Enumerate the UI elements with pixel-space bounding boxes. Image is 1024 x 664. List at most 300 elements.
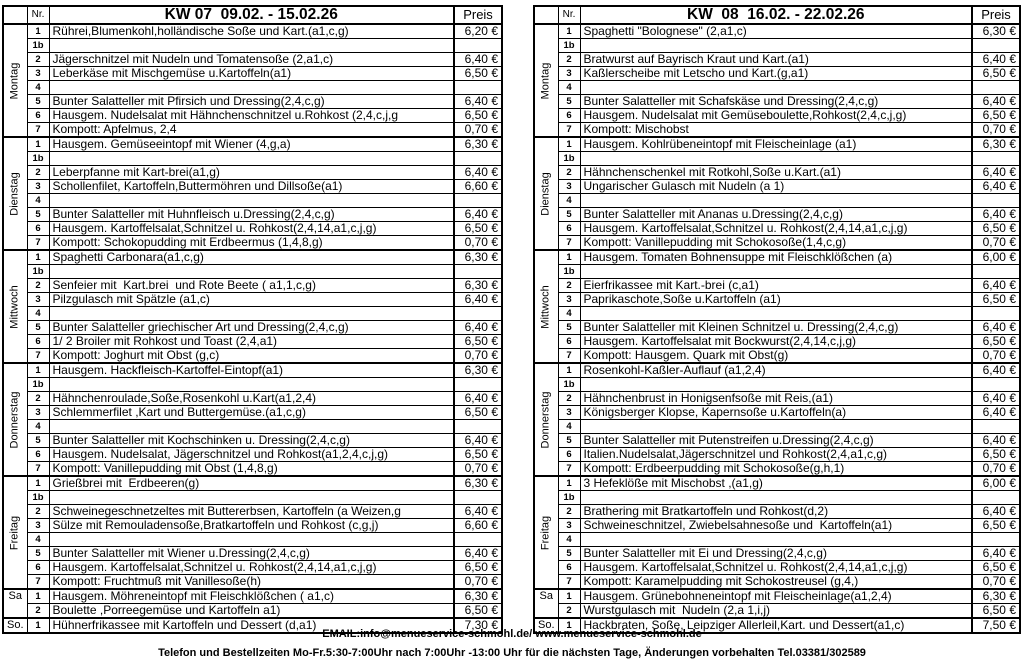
menu-row — [534, 24, 1020, 39]
row-number: 1b — [558, 39, 580, 53]
dish-text: Hausgem. Nudelsalat mit Hähnchenschnitzel u.Rohkost (2,4,c,j,g — [49, 109, 454, 123]
menu-row — [3, 505, 502, 519]
dish-text: Kompott: Erdbeerpudding mit Schokosoße(g,h,1) — [580, 462, 972, 477]
menu-row — [3, 561, 502, 575]
menu-row — [3, 533, 502, 547]
menu-row — [534, 123, 1020, 138]
menu-row — [3, 589, 502, 604]
row-number: 3 — [27, 293, 49, 307]
price-value — [972, 491, 1020, 505]
price-value: 6,40 € — [454, 505, 502, 519]
row-number: 1 — [558, 137, 580, 152]
row-number: 1 — [27, 589, 49, 604]
row-number: 1 — [27, 363, 49, 378]
menu-row — [3, 208, 502, 222]
dish-text — [580, 533, 972, 547]
price-value: 6,40 € — [454, 392, 502, 406]
dish-text: Ungarischer Gulasch mit Nudeln (a 1) — [580, 180, 972, 194]
row-number: 1b — [27, 39, 49, 53]
price-value: 6,30 € — [454, 137, 502, 152]
price-value: 6,50 € — [454, 335, 502, 349]
price-value — [454, 420, 502, 434]
price-value: 6,00 € — [972, 476, 1020, 491]
price-value — [454, 39, 502, 53]
day-label-text: Mittwoch — [8, 284, 21, 329]
dish-text: Hackbraten, Soße, Leipziger Allerleil,Kart. und Dessert(a1,c) — [580, 618, 972, 633]
price-value: 6,50 € — [972, 293, 1020, 307]
price-value: 0,70 € — [454, 123, 502, 138]
menu-row — [534, 137, 1020, 152]
menu-row — [534, 307, 1020, 321]
row-number: 7 — [558, 349, 580, 364]
price-value — [454, 265, 502, 279]
price-column-header: Preis — [454, 6, 502, 24]
dish-text: Hausgem. Nudelsalat mit Gemüseboulette,Rohkost(2,4,c,j,g) — [580, 109, 972, 123]
price-value: 6,40 € — [454, 434, 502, 448]
day-label-text: Sa — [8, 590, 22, 602]
row-number: 1b — [558, 265, 580, 279]
menu-row — [534, 462, 1020, 477]
menu-row — [534, 547, 1020, 561]
price-value: 6,50 € — [454, 109, 502, 123]
dish-text: Schollenfilet, Kartoffeln,Buttermöhren und Dillsoße(a1) — [49, 180, 454, 194]
dish-text: Bunter Salatteller mit Putenstreifen u.Dressing(2,4,c,g) — [580, 434, 972, 448]
day-label-mittwoch — [3, 250, 27, 363]
dish-text: Schlemmerfilet ,Kart und Buttergemüse.(a1,c,g) — [49, 406, 454, 420]
price-value: 0,70 € — [454, 462, 502, 477]
dish-text: Hähnchenschenkel mit Rotkohl,Soße u.Kart.(a1) — [580, 166, 972, 180]
price-value — [454, 81, 502, 95]
price-value: 6,30 € — [972, 137, 1020, 152]
day-label-text: Mittwoch — [539, 284, 552, 329]
dish-text: Kompott: Vanillepudding mit Obst (1,4,8,g) — [49, 462, 454, 477]
price-value: 6,40 € — [972, 363, 1020, 378]
row-number: 7 — [558, 123, 580, 138]
menu-row — [534, 39, 1020, 53]
day-label-text: Sa — [539, 590, 553, 602]
price-value: 6,50 € — [972, 448, 1020, 462]
price-value: 6,50 € — [972, 67, 1020, 81]
day-label-text: Montag — [539, 62, 552, 99]
price-value: 6,40 € — [972, 392, 1020, 406]
dish-text — [49, 378, 454, 392]
dish-text: Hausgem. Kartoffelsalat mit Bockwurst(2,4,14,c,j,g) — [580, 335, 972, 349]
price-value — [972, 307, 1020, 321]
menu-row — [534, 250, 1020, 265]
price-value — [454, 152, 502, 166]
menu-row — [534, 321, 1020, 335]
price-value: 6,50 € — [454, 67, 502, 81]
menu-row — [3, 519, 502, 533]
day-label-text: Freitag — [539, 515, 552, 550]
dish-text: Kompott: Schokopudding mit Erdbeermus (1,4,8,g) — [49, 236, 454, 251]
menu-row — [534, 265, 1020, 279]
row-number: 3 — [558, 293, 580, 307]
menu-row — [534, 406, 1020, 420]
menu-row — [3, 406, 502, 420]
row-number: 1 — [558, 363, 580, 378]
row-number: 1b — [27, 152, 49, 166]
dish-text — [580, 265, 972, 279]
dish-text: Kaßlerscheibe mit Letscho und Kart.(g,a1) — [580, 67, 972, 81]
menu-row — [3, 307, 502, 321]
menu-row — [3, 363, 502, 378]
row-number: 4 — [27, 194, 49, 208]
row-number: 5 — [27, 434, 49, 448]
menu-row — [3, 448, 502, 462]
menu-row — [3, 476, 502, 491]
day-label-text: So. — [537, 619, 555, 631]
menu-row — [3, 180, 502, 194]
menu-row — [3, 335, 502, 349]
menu-row — [534, 180, 1020, 194]
price-value: 6,40 € — [972, 180, 1020, 194]
menu-row — [3, 604, 502, 619]
header-day-spacer — [534, 6, 558, 24]
row-number: 7 — [27, 349, 49, 364]
dish-text: Rosenkohl-Kaßler-Auflauf (a1,2,4) — [580, 363, 972, 378]
dish-text: Bratwurst auf Bayrisch Kraut und Kart.(a1) — [580, 53, 972, 67]
dish-text: Hausgem. Kartoffelsalat,Schnitzel u. Rohkost(2,4,14,a1,c,j,g) — [580, 561, 972, 575]
dish-text — [49, 81, 454, 95]
price-value: 6,40 € — [454, 53, 502, 67]
price-value — [454, 307, 502, 321]
menu-row — [3, 67, 502, 81]
menu-row — [3, 109, 502, 123]
day-label-donnerstag — [3, 363, 27, 476]
dish-text — [580, 152, 972, 166]
day-label-text: Donnerstag — [8, 391, 21, 448]
price-column-header: Preis — [972, 6, 1020, 24]
week-title: KW 07 09.02. - 15.02.26 — [49, 6, 454, 24]
row-number: 4 — [558, 194, 580, 208]
menu-row — [3, 420, 502, 434]
menu-row — [3, 194, 502, 208]
price-value: 6,40 € — [972, 166, 1020, 180]
row-number: 3 — [558, 67, 580, 81]
menu-row — [3, 279, 502, 293]
dish-text: Spaghetti "Bolognese" (2,a1,c) — [580, 24, 972, 39]
day-label-freitag — [534, 476, 558, 589]
price-value: 6,20 € — [454, 24, 502, 39]
table-header-row — [534, 6, 1020, 24]
table-header-row — [3, 6, 502, 24]
dish-text: Senfeier mit Kart.brei und Rote Beete ( a1,1,c,g) — [49, 279, 454, 293]
day-label-montag — [534, 24, 558, 137]
day-label-text: Freitag — [8, 515, 21, 550]
dish-text: Hausgem. Hackfleisch-Kartoffel-Eintopf(a1) — [49, 363, 454, 378]
price-value: 0,70 € — [972, 123, 1020, 138]
menu-row — [3, 123, 502, 138]
day-label-dienstag — [534, 137, 558, 250]
menu-row — [3, 349, 502, 364]
price-value — [454, 194, 502, 208]
price-value: 6,40 € — [972, 279, 1020, 293]
day-label-text: So. — [6, 619, 24, 631]
menu-row — [534, 363, 1020, 378]
price-value: 0,70 € — [972, 575, 1020, 590]
row-number: 1 — [558, 476, 580, 491]
dish-text: Brathering mit Bratkartoffeln und Rohkost(d,2) — [580, 505, 972, 519]
row-number: 2 — [27, 392, 49, 406]
price-value: 6,50 € — [454, 222, 502, 236]
dish-text — [580, 491, 972, 505]
row-number: 5 — [27, 547, 49, 561]
row-number: 1 — [27, 476, 49, 491]
day-label-sa — [534, 589, 558, 618]
day-label-text: Dienstag — [8, 171, 21, 216]
row-number: 2 — [27, 604, 49, 619]
menu-row — [3, 24, 502, 39]
price-value: 6,50 € — [972, 335, 1020, 349]
dish-text: Leberkäse mit Mischgemüse u.Kartoffeln(a1) — [49, 67, 454, 81]
row-number: 3 — [558, 519, 580, 533]
row-number: 3 — [558, 180, 580, 194]
row-number: 5 — [27, 95, 49, 109]
row-number: 1b — [27, 378, 49, 392]
dish-text — [49, 307, 454, 321]
dish-text: Kompott: Mischobst — [580, 123, 972, 138]
dish-text: Hausgem. Gemüseeintopf mit Wiener (4,g,a) — [49, 137, 454, 152]
price-value — [972, 81, 1020, 95]
menu-row — [3, 293, 502, 307]
row-number: 1b — [558, 152, 580, 166]
menu-row — [3, 434, 502, 448]
price-value: 0,70 € — [454, 349, 502, 364]
menu-table-week-1 — [2, 5, 503, 634]
menu-row — [3, 462, 502, 477]
menu-row — [3, 378, 502, 392]
price-value: 6,50 € — [972, 604, 1020, 619]
price-value: 6,30 € — [454, 250, 502, 265]
dish-text — [49, 265, 454, 279]
price-value — [972, 152, 1020, 166]
menu-row — [534, 604, 1020, 619]
row-number: 7 — [558, 575, 580, 590]
dish-text: Wurstgulasch mit Nudeln (2,a 1,i,j) — [580, 604, 972, 619]
dish-text: Königsberger Klopse, Kapernsoße u.Kartoffeln(a) — [580, 406, 972, 420]
dish-text: Kompott: Hausgem. Quark mit Obst(g) — [580, 349, 972, 364]
row-number: 7 — [27, 236, 49, 251]
row-number: 4 — [27, 533, 49, 547]
price-value: 7,50 € — [972, 618, 1020, 633]
row-number: 5 — [558, 208, 580, 222]
menu-row — [3, 547, 502, 561]
dish-text: Bunter Salatteller griechischer Art und Dressing(2,4,c,g) — [49, 321, 454, 335]
day-label-mittwoch — [534, 250, 558, 363]
row-number: 6 — [27, 561, 49, 575]
dish-text: Kompott: Karamelpudding mit Schokostreusel (g,4,) — [580, 575, 972, 590]
menu-table-week-2 — [533, 5, 1021, 634]
dish-text — [580, 307, 972, 321]
dish-text: Bunter Salatteller mit Huhnfleisch u.Dressing(2,4,c,g) — [49, 208, 454, 222]
menu-row — [534, 222, 1020, 236]
row-number: 1 — [27, 618, 49, 633]
price-value: 6,50 € — [972, 109, 1020, 123]
price-value: 6,30 € — [454, 279, 502, 293]
menu-row — [534, 420, 1020, 434]
row-number: 1 — [558, 250, 580, 265]
price-value: 7,30 € — [454, 618, 502, 633]
menu-row — [3, 81, 502, 95]
dish-text: Schweinegeschnetzeltes mit Buttererbsen, Kartoffeln (a Weizen,g — [49, 505, 454, 519]
row-number: 6 — [27, 109, 49, 123]
menu-row — [3, 39, 502, 53]
row-number: 6 — [558, 448, 580, 462]
dish-text: Hausgem. Möhreneintopf mit Fleischklößchen ( a1,c) — [49, 589, 454, 604]
price-value: 6,50 € — [454, 448, 502, 462]
dish-text: Hühnerfrikassee mit Kartoffeln und Dessert (d,a1) — [49, 618, 454, 633]
nr-column-header: Nr. — [558, 6, 580, 24]
dish-text: Hähnchenroulade,Soße,Rosenkohl u.Kart(a1,2,4) — [49, 392, 454, 406]
price-value: 0,70 € — [972, 462, 1020, 477]
price-value: 6,50 € — [454, 604, 502, 619]
row-number: 2 — [558, 279, 580, 293]
dish-text: Bunter Salatteller mit Ei und Dressing(2,4,c,g) — [580, 547, 972, 561]
menu-row — [534, 95, 1020, 109]
price-value — [972, 378, 1020, 392]
row-number: 5 — [558, 434, 580, 448]
day-label-donnerstag — [534, 363, 558, 476]
menu-week-table — [533, 5, 1021, 634]
dish-text — [580, 378, 972, 392]
row-number: 2 — [27, 505, 49, 519]
menu-row — [534, 81, 1020, 95]
row-number: 7 — [27, 123, 49, 138]
price-value: 6,40 € — [972, 434, 1020, 448]
dish-text: Italien.Nudelsalat,Jägerschnitzel und Rohkost(2,4,a1,c,g) — [580, 448, 972, 462]
row-number: 3 — [27, 519, 49, 533]
row-number: 6 — [27, 335, 49, 349]
row-number: 1b — [27, 491, 49, 505]
menu-row — [534, 533, 1020, 547]
row-number: 6 — [558, 109, 580, 123]
price-value — [972, 265, 1020, 279]
menu-row — [3, 236, 502, 251]
row-number: 2 — [558, 53, 580, 67]
row-number: 3 — [27, 67, 49, 81]
menu-row — [534, 434, 1020, 448]
dish-text: Paprikaschote,Soße u.Kartoffeln (a1) — [580, 293, 972, 307]
price-value: 6,40 € — [454, 321, 502, 335]
row-number: 4 — [558, 533, 580, 547]
row-number: 1 — [27, 137, 49, 152]
price-value: 6,60 € — [454, 180, 502, 194]
row-number: 4 — [558, 307, 580, 321]
row-number: 5 — [27, 321, 49, 335]
price-value: 6,50 € — [972, 519, 1020, 533]
menu-row — [3, 166, 502, 180]
menu-row — [534, 293, 1020, 307]
price-value: 6,40 € — [972, 208, 1020, 222]
day-label-sa — [3, 589, 27, 618]
row-number: 3 — [558, 406, 580, 420]
row-number: 2 — [558, 166, 580, 180]
price-value: 6,30 € — [454, 476, 502, 491]
dish-text: Bunter Salatteller mit Ananas u.Dressing(2,4,c,g) — [580, 208, 972, 222]
menu-row — [534, 349, 1020, 364]
dish-text: Rührei,Blumenkohl,holländische Soße und Kart.(a1,c,g) — [49, 24, 454, 39]
menu-row — [534, 53, 1020, 67]
row-number: 6 — [27, 448, 49, 462]
row-number: 1b — [558, 491, 580, 505]
menu-row — [534, 491, 1020, 505]
menu-row — [534, 236, 1020, 251]
price-value: 6,40 € — [972, 505, 1020, 519]
menu-row — [534, 476, 1020, 491]
price-value — [972, 194, 1020, 208]
menu-row — [3, 392, 502, 406]
row-number: 5 — [558, 321, 580, 335]
dish-text: Hausgem. Grünebohneneintopf mit Fleischeinlage(a1,2,4) — [580, 589, 972, 604]
row-number: 2 — [558, 604, 580, 619]
row-number: 7 — [558, 462, 580, 477]
day-label-dienstag — [3, 137, 27, 250]
price-value: 6,00 € — [972, 250, 1020, 265]
price-value: 6,40 € — [454, 95, 502, 109]
day-label-text: Donnerstag — [539, 391, 552, 448]
menu-row — [3, 575, 502, 590]
dish-text: Spaghetti Carbonara(a1,c,g) — [49, 250, 454, 265]
menu-row — [534, 561, 1020, 575]
menu-row — [534, 208, 1020, 222]
menu-row — [3, 321, 502, 335]
menu-row — [3, 95, 502, 109]
row-number: 1b — [558, 378, 580, 392]
dish-text — [580, 81, 972, 95]
dish-text: Jägerschnitzel mit Nudeln und Tomatensoße (2,a1,c) — [49, 53, 454, 67]
price-value: 6,40 € — [972, 547, 1020, 561]
price-value — [972, 533, 1020, 547]
row-number: 1 — [27, 250, 49, 265]
price-value: 6,50 € — [454, 561, 502, 575]
row-number: 2 — [558, 392, 580, 406]
dish-text: Sülze mit Remouladensoße,Bratkartoffeln und Rohkost (c,g,j) — [49, 519, 454, 533]
row-number: 3 — [27, 406, 49, 420]
row-number: 5 — [558, 95, 580, 109]
price-value: 6,50 € — [972, 561, 1020, 575]
menu-row — [534, 109, 1020, 123]
row-number: 2 — [558, 505, 580, 519]
row-number: 3 — [27, 180, 49, 194]
price-value: 6,40 € — [972, 321, 1020, 335]
price-value: 6,40 € — [454, 208, 502, 222]
menu-row — [3, 265, 502, 279]
dish-text: 3 Hefeklöße mit Mischobst ,(a1,g) — [580, 476, 972, 491]
row-number: 4 — [558, 420, 580, 434]
row-number: 4 — [27, 420, 49, 434]
row-number: 4 — [27, 81, 49, 95]
dish-text: Grießbrei mit Erdbeeren(g) — [49, 476, 454, 491]
dish-text: Pilzgulasch mit Spätzle (a1,c) — [49, 293, 454, 307]
price-value: 6,30 € — [454, 363, 502, 378]
row-number: 1 — [27, 24, 49, 39]
row-number: 2 — [27, 166, 49, 180]
menu-row — [3, 250, 502, 265]
menu-row — [534, 505, 1020, 519]
header-day-spacer — [3, 6, 27, 24]
week-title: KW 08 16.02. - 22.02.26 — [580, 6, 972, 24]
row-number: 5 — [27, 208, 49, 222]
footer — [0, 628, 1024, 659]
menu-week-table — [2, 5, 503, 634]
dish-text — [49, 420, 454, 434]
menu-row — [534, 67, 1020, 81]
footer-email-line: EMAIL:info@menueservice-schmohl.de/ www.menueservice-schmohl.de — [322, 628, 702, 640]
dish-text: Eierfrikassee mit Kart.-brei (c,a1) — [580, 279, 972, 293]
dish-text: Hausgem. Nudelsalat, Jägerschnitzel und Rohkost(a1,2,4,c,j,g) — [49, 448, 454, 462]
price-value: 6,40 € — [972, 53, 1020, 67]
